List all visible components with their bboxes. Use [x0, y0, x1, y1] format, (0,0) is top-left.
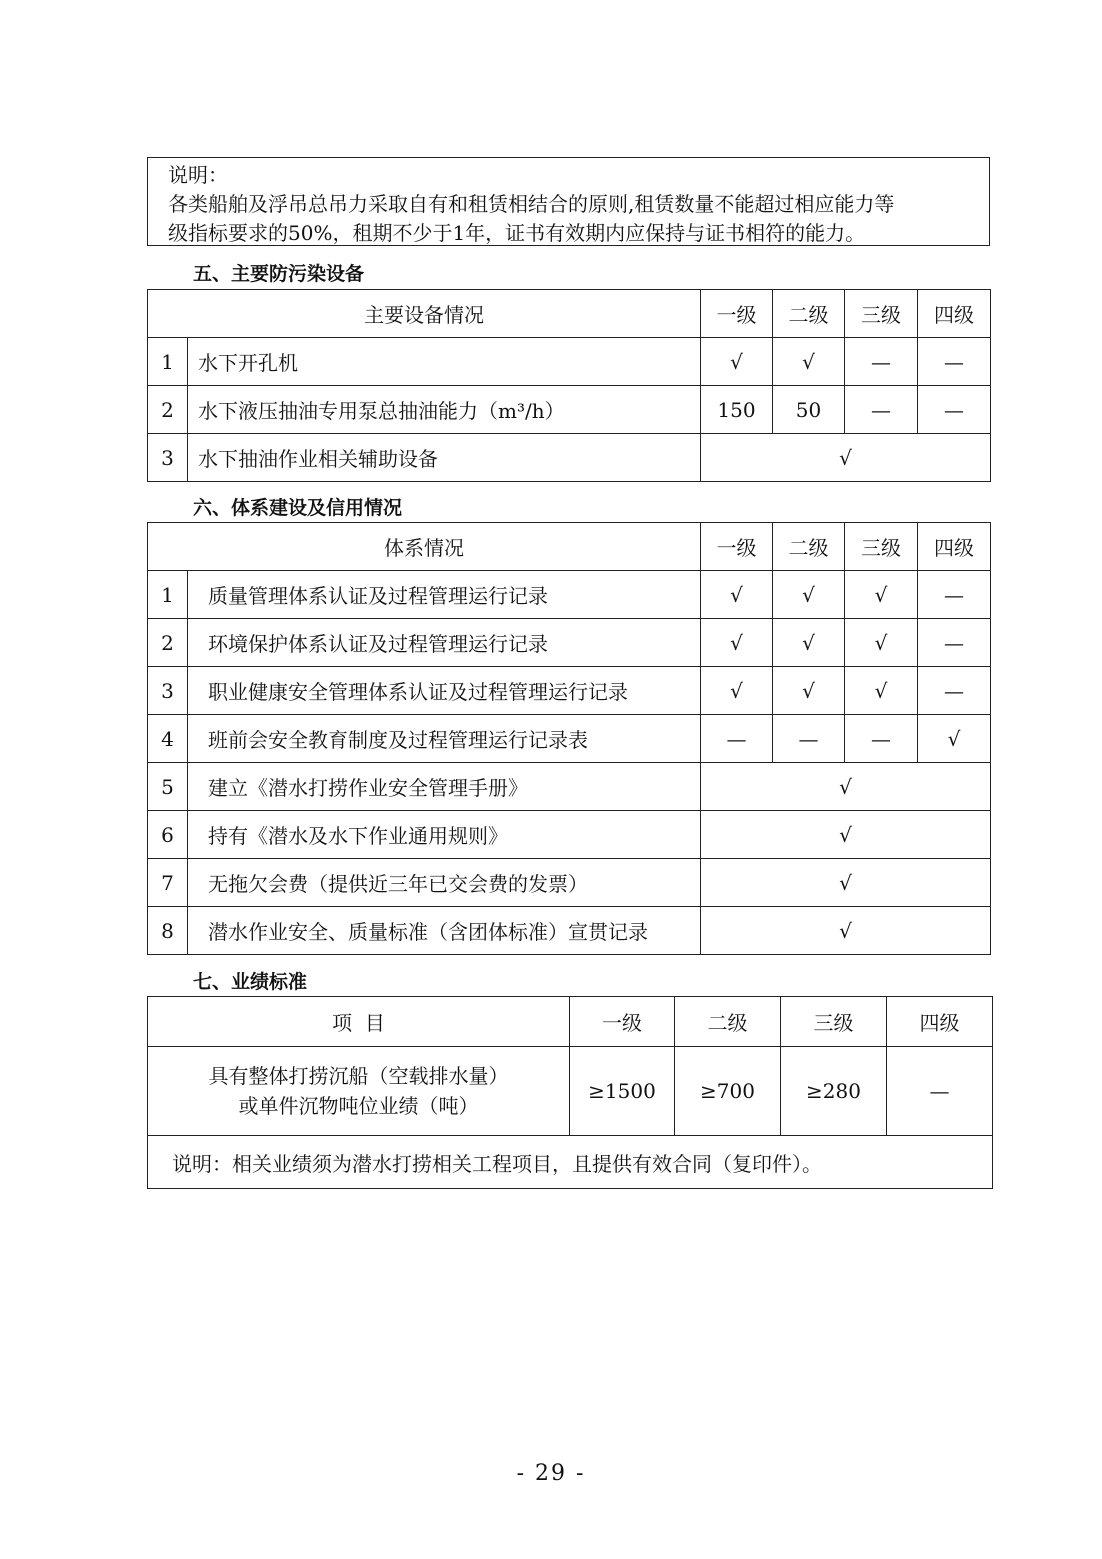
- table-row: [148, 667, 991, 715]
- merged-value-cell: √: [701, 763, 991, 811]
- value-cell: √: [918, 715, 991, 763]
- value-cell: ≥280: [781, 1047, 887, 1136]
- row-name-line-1: 具有整体打捞沉船（空载排水量）: [208, 1064, 509, 1088]
- value-cell: √: [773, 338, 845, 386]
- row-number: 7: [148, 859, 188, 907]
- row-name: 职业健康安全管理体系认证及过程管理运行记录: [188, 667, 701, 715]
- table-row: [148, 571, 991, 619]
- header-cell: 体系情况: [148, 523, 701, 571]
- header-cell: 一级: [701, 290, 773, 338]
- value-cell: —: [918, 619, 991, 667]
- row-number: 3: [148, 667, 188, 715]
- merged-value-cell: √: [701, 907, 991, 955]
- row-name: [148, 1047, 570, 1136]
- table-row: [148, 619, 991, 667]
- header-cell: 二级: [773, 290, 845, 338]
- header-cell: 一级: [701, 523, 773, 571]
- table-row: [148, 386, 991, 434]
- value-cell: —: [773, 715, 845, 763]
- row-name: 水下液压抽油专用泵总抽油能力（m³/h）: [188, 386, 701, 434]
- table-row: [148, 907, 991, 955]
- row-name: 建立《潜水打捞作业安全管理手册》: [188, 763, 701, 811]
- header-cell: 四级: [918, 523, 991, 571]
- value-cell: —: [887, 1047, 993, 1136]
- header-cell: 二级: [675, 997, 781, 1047]
- table-row: [148, 811, 991, 859]
- row-number: 3: [148, 434, 188, 482]
- value-cell: √: [845, 571, 918, 619]
- value-cell: √: [701, 571, 773, 619]
- row-name: 水下抽油作业相关辅助设备: [188, 434, 701, 482]
- row-number: 8: [148, 907, 188, 955]
- value-cell: —: [845, 715, 918, 763]
- header-cell: 一级: [570, 997, 675, 1047]
- value-cell: √: [773, 667, 845, 715]
- table-row: [148, 715, 991, 763]
- row-number: 2: [148, 619, 188, 667]
- table-note-row: [148, 1136, 993, 1189]
- note-box: [147, 157, 990, 246]
- table-header-row: [148, 290, 991, 338]
- value-cell: —: [701, 715, 773, 763]
- row-name: 质量管理体系认证及过程管理运行记录: [188, 571, 701, 619]
- header-cell: 三级: [781, 997, 887, 1047]
- row-name: 无拖欠会费（提供近三年已交会费的发票）: [188, 859, 701, 907]
- section6-title: 六、体系建设及信用情况: [193, 497, 403, 519]
- row-number: 5: [148, 763, 188, 811]
- table-row: [148, 434, 991, 482]
- section7-title: 七、业绩标准: [193, 971, 308, 993]
- header-cell: 二级: [773, 523, 845, 571]
- row-number: 6: [148, 811, 188, 859]
- row-name: 班前会安全教育制度及过程管理运行记录表: [188, 715, 701, 763]
- value-cell: —: [918, 386, 991, 434]
- header-cell: 四级: [918, 290, 991, 338]
- header-cell: 主要设备情况: [148, 290, 701, 338]
- section6-table: [147, 522, 991, 955]
- note-label: 说明：: [168, 163, 228, 187]
- value-cell: √: [701, 619, 773, 667]
- value-cell: —: [918, 571, 991, 619]
- value-cell: √: [701, 667, 773, 715]
- value-cell: 150: [701, 386, 773, 434]
- note-line-1: 各类船舶及浮吊总吊力采取自有和租赁相结合的原则,租赁数量不能超过相应能力等: [168, 192, 895, 216]
- row-number: 2: [148, 386, 188, 434]
- table-header-row: [148, 523, 991, 571]
- value-cell: —: [845, 338, 918, 386]
- section7-table: [147, 996, 993, 1189]
- merged-value-cell: √: [701, 859, 991, 907]
- value-cell: √: [845, 619, 918, 667]
- note-line-2: 级指标要求的50%，租期不少于1年，证书有效期内应保持与证书相符的能力。: [168, 221, 866, 245]
- value-cell: —: [845, 386, 918, 434]
- table-header-row: [148, 997, 993, 1047]
- value-cell: —: [918, 667, 991, 715]
- value-cell: √: [773, 619, 845, 667]
- value-cell: √: [701, 338, 773, 386]
- row-name: 持有《潜水及水下作业通用规则》: [188, 811, 701, 859]
- table-row: [148, 1047, 993, 1136]
- row-number: 1: [148, 338, 188, 386]
- merged-value-cell: √: [701, 811, 991, 859]
- section5-table: [147, 289, 991, 482]
- row-number: 4: [148, 715, 188, 763]
- row-number: 1: [148, 571, 188, 619]
- section5-title: 五、主要防污染设备: [193, 263, 365, 285]
- value-cell: ≥1500: [570, 1047, 675, 1136]
- value-cell: 50: [773, 386, 845, 434]
- table-row: [148, 338, 991, 386]
- value-cell: √: [773, 571, 845, 619]
- row-name: 水下开孔机: [188, 338, 701, 386]
- page-number: - 29 -: [516, 1461, 586, 1486]
- row-name: 潜水作业安全、质量标准（含团体标准）宣贯记录: [188, 907, 701, 955]
- value-cell: —: [918, 338, 991, 386]
- merged-value-cell: √: [701, 434, 991, 482]
- table-row: [148, 859, 991, 907]
- header-cell: 项 目: [148, 997, 570, 1047]
- value-cell: √: [845, 667, 918, 715]
- value-cell: ≥700: [675, 1047, 781, 1136]
- table-row: [148, 763, 991, 811]
- row-name-line-2: 或单件沉物吨位业绩（吨）: [238, 1094, 479, 1118]
- row-name: 环境保护体系认证及过程管理运行记录: [188, 619, 701, 667]
- header-cell: 三级: [845, 523, 918, 571]
- performance-note: 说明：相关业绩须为潜水打捞相关工程项目，且提供有效合同（复印件）。: [148, 1136, 993, 1189]
- header-cell: 四级: [887, 997, 993, 1047]
- header-cell: 三级: [845, 290, 918, 338]
